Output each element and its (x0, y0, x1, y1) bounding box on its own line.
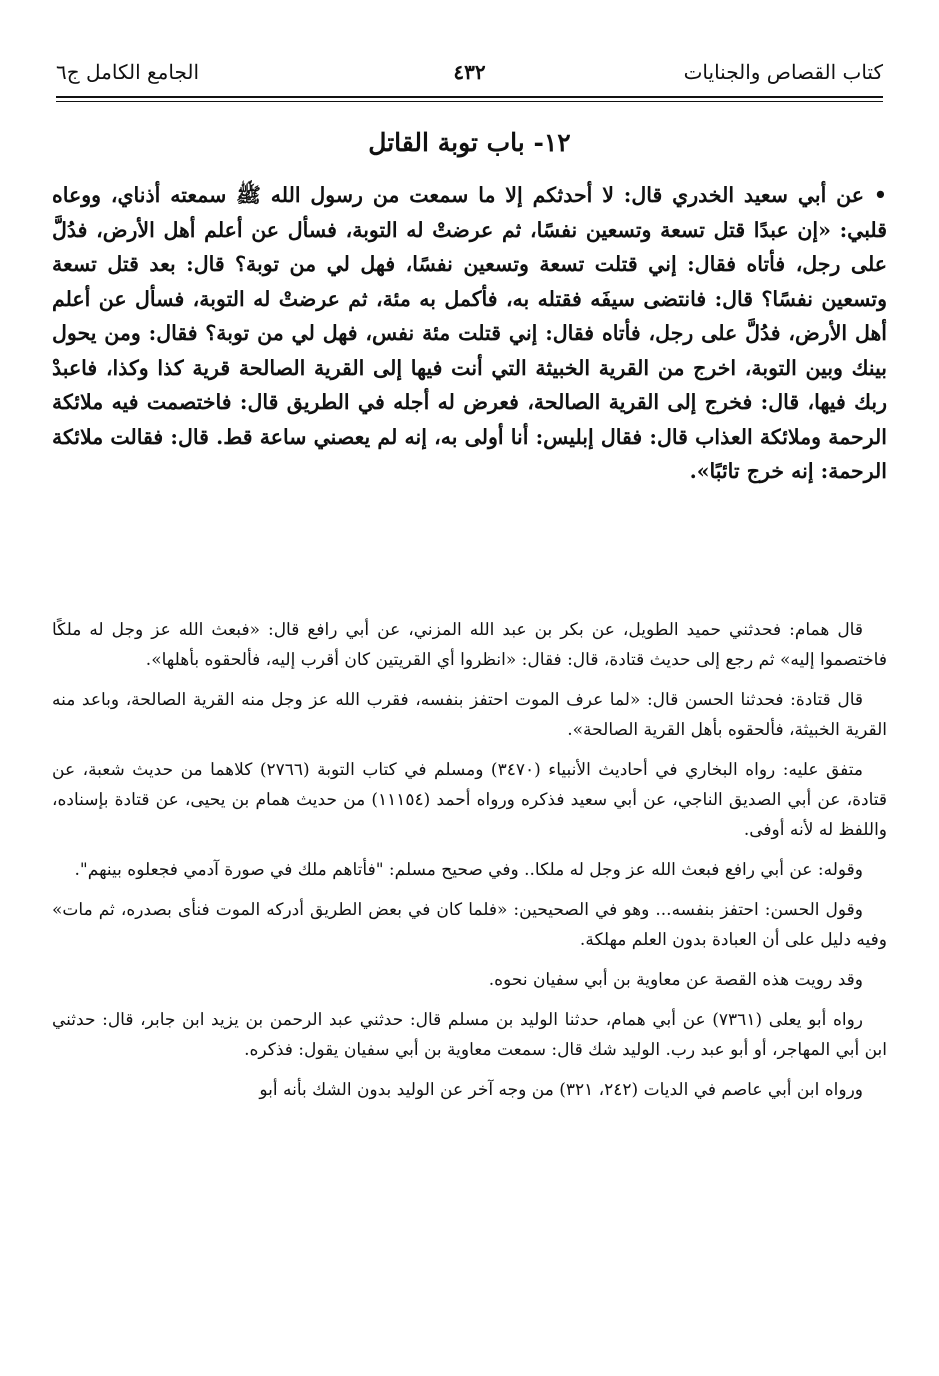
commentary (52, 615, 887, 1115)
note-paragraph: رواه أبو يعلى (٧٣٦١) عن أبي همام، حدثنا الوليد بن مسلم قال: حدثني عبد الرحمن بن يزيد ابن جابر، قال: حدثني ابن أبي المهاجر، أو أبو عبد رب. الوليد شك قال: سمعت معاوية بن أبي سفيان يقول: فذكره. (52, 1010, 887, 1060)
hadith-body: عن أبي سعيد الخدري قال: لا أحدثكم إلا ما سمعت من رسول الله ﷺ سمعته أذناي، ووعاه قلبي: «إن عبدًا قتل تسعة وتسعين نفسًا، ثم عرضتْ له التوبة، فسأل عن أعلم أهل الأرض، فدُلَّ على رجل، فأتاه فقال: إني قتلت تسعة وتسعين نفسًا، فهل لي من توبة؟ قال: بعد قتل تسعة وتسعين نفسًا؟ قال: فانتضى سيفَه فقتله به، فأكمل به مئة، ثم عرضتْ له التوبة، فسأل عن أعلم أهل الأرض، فدُلَّ على رجل، فأتاه فقال: إني قتلت مئة نفس، فهل لي من توبة؟ فقال: ومن يحول بينك وبين التوبة، اخرج من القرية الخبيثة التي أنت فيها إلى القرية الصالحة قرية كذا وكذا، فاعبدْ ربك فيها، قال: فخرج إلى القرية الصالحة، فعرض له أجله في الطريق قال: فاختصمت فيه ملائكة الرحمة وملائكة العذاب قال: فقال إبليس: أنا أولى به، إنه لم يعصني ساعة قط. قال: فقالت ملائكة الرحمة: إنه خرج تائبًا». (52, 183, 887, 483)
bullet-icon: • (873, 183, 887, 207)
note-paragraph: وقوله: عن أبي رافع فبعث الله عز وجل له ملكا.. وفي صحيح مسلم: "فأتاهم ملك في صورة آدمي فجعلوه بينهم". (74, 860, 863, 880)
chapter-title: ١٢- باب توبة القاتل (368, 128, 571, 157)
note-paragraph: قال همام: فحدثني حميد الطويل، عن بكر بن عبد الله المزني، عن أبي رافع قال: «فبعث الله عز وجل له ملكًا فاختصموا إليه» ثم رجع إلى حديث قتادة، قال: فقال: «انظروا أي القريتين كان أقرب إليه، فألحقوه بأهلها». (52, 620, 887, 670)
header-rule-thick (56, 96, 883, 98)
note-paragraph: وقد رويت هذه القصة عن معاوية بن أبي سفيان نحوه. (488, 970, 863, 990)
note-paragraph: ورواه ابن أبي عاصم في الديات (٢٤٢، ٣٢١) من وجه آخر عن الوليد بدون الشك بأنه أبو (259, 1080, 863, 1100)
header-rule-thin (56, 101, 883, 102)
note-paragraph: قال قتادة: فحدثنا الحسن قال: «لما عرف الموت احتفز بنفسه، فقرب الله عز وجل منه القرية الصالحة، وباعد منه القرية الخبيثة، فألحقوه بأهل القرية الصالحة». (52, 690, 887, 740)
note-paragraph: وقول الحسن: احتفز بنفسه... وهو في الصحيحين: «فلما كان في بعض الطريق أدركه الموت فنأى بصدره، ثم مات» وفيه دليل على أن العبادة بدون العلم مهلكة. (52, 900, 887, 950)
book-title: كتاب القصاص والجنايات (683, 60, 883, 84)
note-paragraph: متفق عليه: رواه البخاري في أحاديث الأنبياء (٣٤٧٠) ومسلم في كتاب التوبة (٢٧٦٦) كلاهما من حديث شعبة، عن قتادة، عن أبي الصديق الناجي، عن أبي سعيد فذكره ورواه أحمد (١١١٥٤) من حديث همام بن يحيى، عن قتادة بإسناده، واللفظ له لأنه أوفى. (52, 760, 888, 840)
page-header (56, 52, 883, 92)
page-number: ٤٣٢ (453, 60, 486, 84)
volume-title: الجامع الكامل ج٦ (56, 60, 200, 84)
hadith-text (52, 178, 887, 489)
